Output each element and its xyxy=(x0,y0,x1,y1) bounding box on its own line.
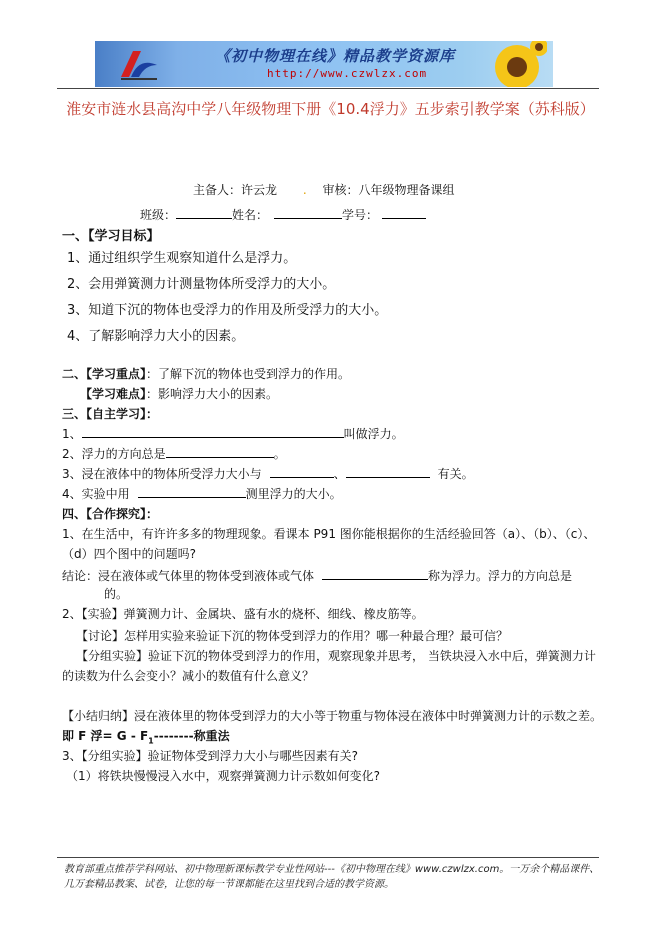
discussion-line: 【讨论】怎样用实验来验证下沉的物体受到浮力的作用？哪一种最合理？最可信？ xyxy=(76,629,509,643)
author-line xyxy=(193,181,455,199)
conclusion-middle: 称为浮力。浮力的方向总是 xyxy=(428,569,573,583)
question-1-prefix: 1、 xyxy=(62,427,82,441)
question-1-suffix: 叫做浮力。 xyxy=(343,427,404,441)
header-banner xyxy=(95,41,553,87)
header-divider xyxy=(57,88,599,89)
document-title: 淮安市涟水县高沟中学八年级物理下册《10.4浮力》五步索引教学案（苏科版） xyxy=(66,100,595,118)
formula-tail: --------称重法 xyxy=(153,729,230,743)
conclusion-end xyxy=(104,585,128,603)
banner-url[interactable]: http://www.czwlzx.com xyxy=(267,67,428,80)
group-experiment-line-2: 的读数为什么会变小？减小的数值有什么意义？ xyxy=(62,669,315,683)
coop-1-line-1: 1、在生活中，有许许多多的物理现象。看课本 P91 图你能根据你的生活经验回答（a）、（b）、（c）、 xyxy=(62,527,596,541)
section-2-heading: 二、【学习重点】 xyxy=(62,367,147,381)
footer-line-2: 几万套精品教案、试卷，让您的每一节课都能在这里找到合适的教学资源。 xyxy=(64,879,394,890)
question-4-suffix: 测里浮力的大小。 xyxy=(245,487,342,501)
section-3-heading: 三、【自主学习】： xyxy=(62,407,159,421)
question-3-blank-2[interactable] xyxy=(346,465,430,478)
question-1 xyxy=(62,425,404,443)
conclusion-suffix: 的。 xyxy=(104,587,129,601)
section-2b-text: ：影响浮力大小的因素。 xyxy=(146,387,279,401)
question-2-suffix: 。 xyxy=(273,447,286,461)
question-3-blank-1[interactable] xyxy=(270,465,334,478)
class-label: 班级： xyxy=(140,208,177,222)
group-experiment-line-1: 【分组实验】验证下沉的物体受到浮力的作用，观察现象并思考， 当铁块浸入水中后，弹簧测力计 xyxy=(76,649,596,663)
coop-3-sub-1: （1）将铁块慢慢浸入水中，观察弹簧测力计示数如何变化? xyxy=(66,769,381,783)
goal-3: 3、知道下沉的物体也受浮力的作用及所受浮力的大小。 xyxy=(67,303,388,318)
section-2b-heading: 【学习难点】 xyxy=(80,387,147,401)
question-2 xyxy=(62,445,286,463)
author-text: 主备人：许云龙 xyxy=(193,183,278,197)
footer xyxy=(64,862,604,892)
question-3-prefix: 3、浸在液体中的物体所受浮力大小与 xyxy=(62,467,262,481)
question-4-prefix: 4、实验中用 xyxy=(62,487,130,501)
question-4-blank[interactable] xyxy=(138,485,246,498)
question-4 xyxy=(62,485,342,503)
question-3-sep: 、 xyxy=(333,467,346,481)
goal-1: 1、通过组织学生观察知道什么是浮力。 xyxy=(67,251,297,266)
goal-2: 2、会用弹簧测力计测量物体所受浮力的大小。 xyxy=(67,277,336,292)
conclusion-line xyxy=(62,567,572,585)
summary-line: 【小结归纳】浸在液体里的物体受到浮力的大小等于物重与物体浸在液体中时弹簧测力计的示数之差。 xyxy=(62,709,603,723)
class-field[interactable] xyxy=(176,206,232,219)
question-2-blank[interactable] xyxy=(166,445,274,458)
section-4-heading: 四、【合作探究】： xyxy=(62,507,159,521)
section-2-line xyxy=(62,365,350,383)
question-3 xyxy=(62,465,474,483)
section-2-text: ：了解下沉的物体也受到浮力的作用。 xyxy=(146,367,351,381)
question-1-blank[interactable] xyxy=(82,425,344,438)
footer-line-1: 教育部重点推荐学科网站、初中物理新课标教学专业性网站---《初中物理在线》www.czwlzx.com。一万余个精品课件、 xyxy=(64,864,600,875)
formula-subscript: 1 xyxy=(148,736,154,746)
question-2-prefix: 2、浮力的方向总是 xyxy=(62,447,166,461)
coop-2-line: 2、【实验】弹簧测力计、金属块、盛有水的烧杯、细线、橡皮筋等。 xyxy=(62,607,424,621)
formula-text: 即 F 浮= G - F xyxy=(62,729,149,743)
footer-divider xyxy=(57,857,599,858)
separator-dot: . xyxy=(302,183,307,197)
conclusion-prefix: 结论：浸在液体或气体里的物体受到液体或气体 xyxy=(62,569,315,583)
name-label: 姓名： xyxy=(232,208,269,222)
coop-1-line-2: （d）四个图中的问题吗? xyxy=(62,547,196,561)
section-2b-line xyxy=(80,385,278,403)
sunflower-icon xyxy=(487,41,547,87)
id-label: 学号： xyxy=(342,208,379,222)
section-1-heading: 一、【学习目标】 xyxy=(62,229,160,244)
site-logo-icon xyxy=(117,47,161,83)
question-3-suffix: 有关。 xyxy=(437,467,474,481)
id-field[interactable] xyxy=(382,206,426,219)
student-info-line xyxy=(140,206,426,224)
goal-4: 4、了解影响浮力大小的因素。 xyxy=(67,329,245,344)
coop-3-line: 3、【分组实验】验证物体受到浮力大小与哪些因素有关? xyxy=(62,749,359,763)
banner-title: 《初中物理在线》精品教学资源库 xyxy=(215,47,456,65)
review-text: 审核：八年级物理备课组 xyxy=(322,183,455,197)
conclusion-blank[interactable] xyxy=(322,567,428,580)
name-field[interactable] xyxy=(274,206,342,219)
